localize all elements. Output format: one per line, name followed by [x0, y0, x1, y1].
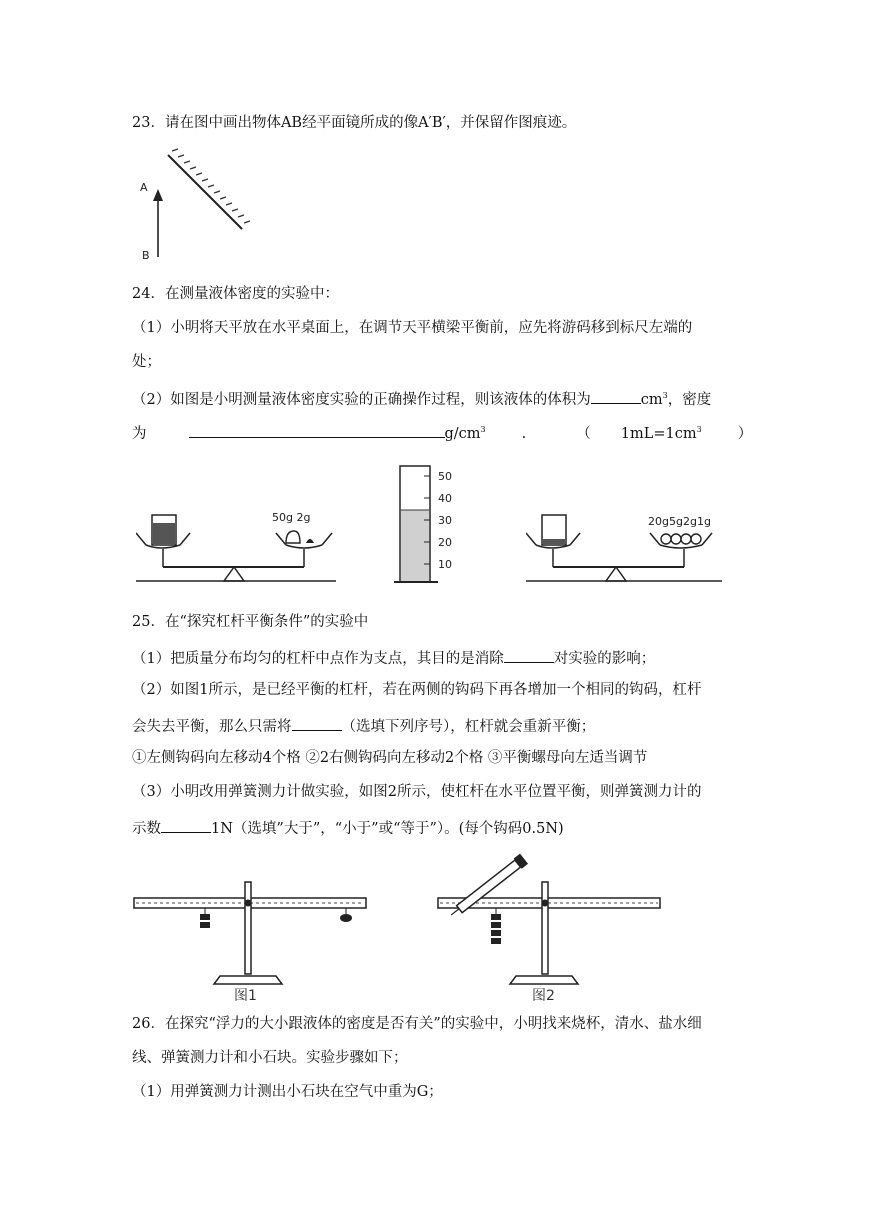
q24-title: 24．在测量液体密度的实验中：	[132, 286, 339, 302]
sup-3: 3	[662, 391, 668, 400]
q24-paren-open: （	[576, 425, 591, 442]
cylinder-tick-40: 40	[438, 492, 452, 505]
force-answer-blank[interactable]	[161, 816, 211, 833]
q24-p1-line2: 处；	[132, 354, 161, 370]
q24-wei: 为	[132, 425, 147, 442]
cylinder-tick-50: 50	[438, 470, 452, 483]
q26-line2: 线、弹簧测力计和小石块。实验步骤如下；	[132, 1050, 408, 1066]
purpose-answer-blank[interactable]	[504, 646, 554, 663]
q24-dot: .	[521, 425, 527, 442]
label-b: B	[142, 249, 150, 262]
q25-p3-line2	[132, 816, 564, 839]
q24-paren-close: ）	[737, 425, 753, 442]
q26-line1: 26．在探究“浮力的大小跟液体的密度是否有关”的实验中，小明找来烧杯，清水、盐水细	[132, 1016, 702, 1032]
q23-text: 23．请在图中画出物体AB经平面镜所成的像A′B′，并保留作图痕迹。	[132, 115, 577, 131]
cylinder-tick-10: 10	[438, 558, 452, 571]
density-answer-blank[interactable]	[189, 421, 445, 438]
sup-3c: 3	[696, 425, 702, 434]
q25-p2-line1: （2）如图1所示，是已经平衡的杠杆，若在两侧的钩码下再各增加一个相同的钩码，杠杆	[132, 682, 702, 698]
q25-p1-text-a: （1）把质量分布均匀的杠杆中点作为支点，其目的是消除	[132, 651, 504, 667]
q24-p2-text-a: （2）如图是小明测量液体密度实验的正确操作过程，则该液体的体积为	[132, 391, 591, 408]
q25-p1-text-b: 对实验的影响；	[553, 651, 656, 667]
q25-p2-text-a: 会失去平衡，那么只需将	[132, 719, 292, 735]
q24-p1-line1: （1）小明将天平放在水平桌面上，在调节天平横梁平衡前，应先将游码移到标尺左端的	[132, 320, 693, 336]
option-answer-blank[interactable]	[292, 714, 342, 731]
q25-title: 25．在“探究杠杆平衡条件”的实验中	[132, 614, 369, 630]
q24-unit-cm: cm	[640, 391, 663, 408]
fig1-label: 图1	[234, 988, 257, 1002]
cylinder-tick-20: 20	[438, 536, 452, 549]
left-weights-label: 50g 2g	[272, 511, 311, 524]
volume-answer-blank[interactable]	[591, 387, 641, 404]
q25-p3-text-b: 1N（选填”大于”，“小于”或“等于”）。(每个钩码0.5N)	[211, 821, 564, 837]
q25-p3-text-a: 示数	[132, 821, 161, 837]
q24-p2-line2	[132, 420, 752, 444]
q25-p1	[132, 646, 655, 669]
q25-p2-text-b: （选填下列序号），杠杆就会重新平衡；	[341, 719, 596, 735]
q26-line3: （1）用弹簧测力计测出小石块在空气中重为G；	[132, 1084, 443, 1100]
q24-unit-gcm: g/cm	[444, 425, 481, 442]
sup-3b: 3	[480, 425, 486, 434]
q24-ml-note: 1mL=1cm	[620, 425, 697, 442]
balance-right-figure	[526, 505, 726, 585]
q25-p3-line1: （3）小明改用弹簧测力计做实验，如图2所示，使杠杆在水平位置平衡，则弹簧测力计的	[132, 784, 702, 800]
q24-p2-line1	[132, 386, 711, 410]
q25-p2-line2	[132, 714, 595, 737]
q24-p2-text-c: ，密度	[667, 391, 712, 408]
fig2-label: 图2	[532, 988, 555, 1002]
cylinder-tick-30: 30	[438, 514, 452, 527]
balance-left-figure	[136, 505, 336, 585]
lever-figure-2	[434, 850, 666, 1002]
lever-figure-1	[130, 878, 380, 1002]
right-weights-label: 20g5g2g1g	[648, 515, 711, 528]
measuring-cylinder-figure	[394, 462, 464, 586]
mirror-figure	[130, 145, 260, 265]
q25-options: ①左侧钩码向左移动4个格 ②2右侧钩码向左移动2个格 ③平衡螺母向左适当调节	[132, 750, 648, 766]
label-a: A	[140, 181, 148, 194]
